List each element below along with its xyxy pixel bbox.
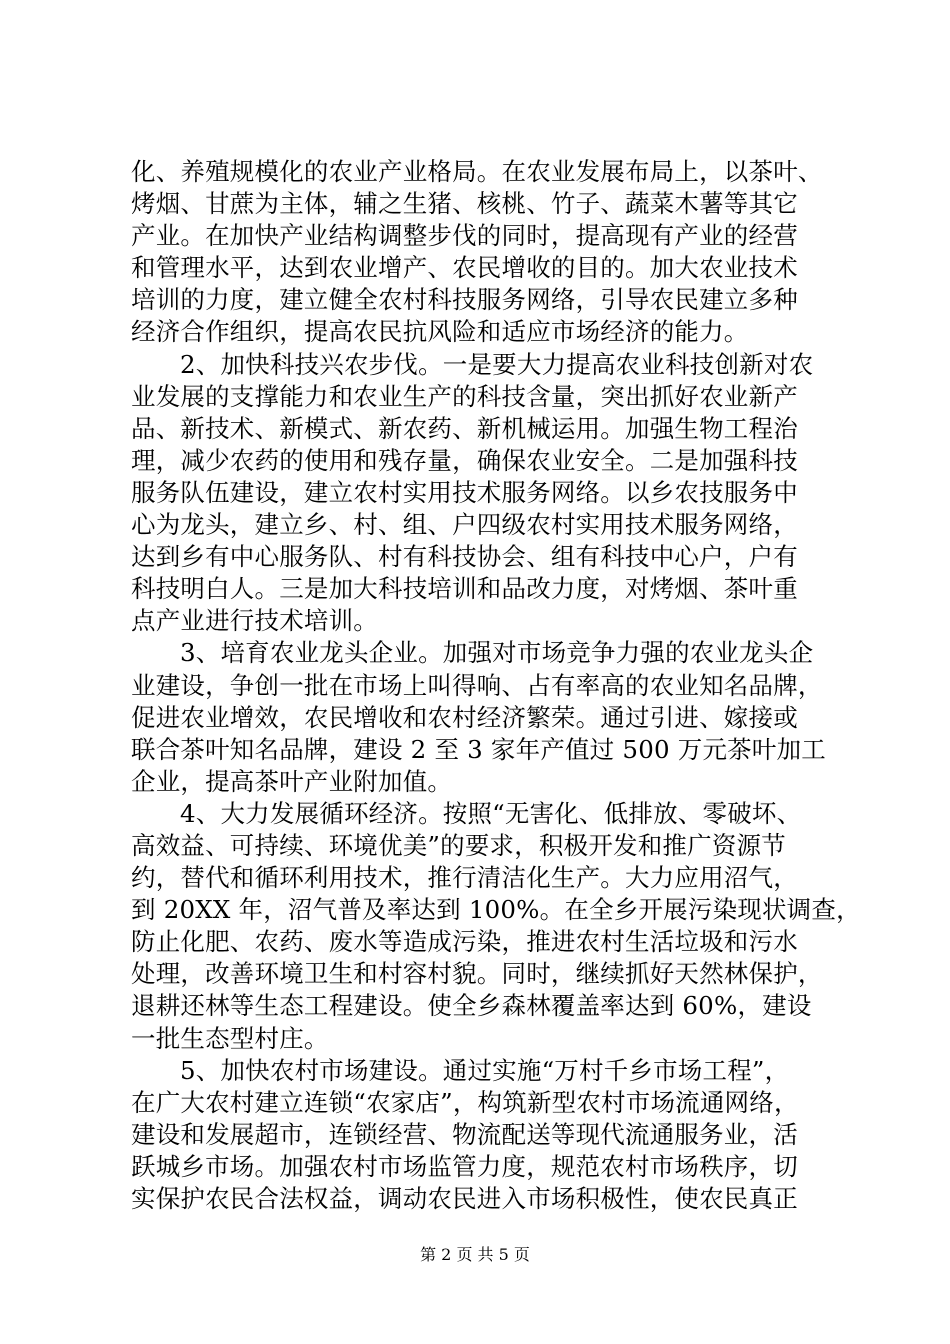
text-line: 2、加快科技兴农步伐。一是要大力提高农业科技创新对农 bbox=[180, 349, 814, 379]
text-line: 一批生态型村庄。 bbox=[131, 1023, 329, 1053]
text-line: 到 20XX 年，沼气普及率达到 100%。在全乡开展污染现状调查， bbox=[131, 895, 861, 925]
text-line: 处理，改善环境卫生和村容村貌。同时，继续抓好天然林保护， bbox=[131, 959, 823, 989]
text-line: 约，替代和循环利用技术，推行清洁化生产。大力应用沼气， bbox=[131, 863, 798, 893]
text-line: 建设和发展超市，连锁经营、物流配送等现代流通服务业，活 bbox=[131, 1119, 798, 1149]
text-line: 在广大农村建立连锁“农家店”，构筑新型农村市场流通网络， bbox=[131, 1087, 799, 1117]
text-line: 和管理水平，达到农业增产、农民增收的目的。加大农业技术 bbox=[131, 253, 798, 283]
text-line: 4、大力发展循环经济。按照“无害化、低排放、零破坏、 bbox=[180, 798, 802, 828]
text-line: 经济合作组织，提高农民抗风险和适应市场经济的能力。 bbox=[131, 317, 749, 347]
page-footer: 第 2 页 共 5 页 bbox=[420, 1245, 530, 1264]
text-line: 科技明白人。三是加大科技培训和品改力度，对烤烟、茶叶重 bbox=[131, 574, 798, 604]
text-line: 服务队伍建设，建立农村实用技术服务网络。以乡农技服务中 bbox=[131, 477, 798, 507]
text-line: 业发展的支撑能力和农业生产的科技含量，突出抓好农业新产 bbox=[131, 381, 798, 411]
text-line: 业建设，争创一批在市场上叫得响、占有率高的农业知名品牌， bbox=[131, 670, 823, 700]
text-line: 心为龙头，建立乡、村、组、户四级农村实用技术服务网络， bbox=[131, 510, 798, 540]
text-line: 退耕还林等生态工程建设。使全乡森林覆盖率达到 60%，建设 bbox=[131, 991, 812, 1021]
text-line: 企业，提高茶叶产业附加值。 bbox=[131, 766, 453, 796]
body-text bbox=[131, 156, 861, 1215]
text-line: 联合茶叶知名品牌，建设 2 至 3 家年产值过 500 万元茶叶加工 bbox=[131, 734, 826, 764]
text-line: 产业。在加快产业结构调整步伐的同时，提高现有产业的经营 bbox=[131, 221, 798, 251]
text-line: 达到乡有中心服务队、村有科技协会、组有科技中心户，户有 bbox=[131, 542, 798, 572]
text-line: 3、培育农业龙头企业。加强对市场竞争力强的农业龙头企 bbox=[180, 638, 814, 668]
text-line: 高效益、可持续、环境优美”的要求，积极开发和推广资源节 bbox=[131, 830, 786, 860]
text-line: 化、养殖规模化的农业产业格局。在农业发展布局上，以茶叶、 bbox=[131, 157, 823, 186]
text-line: 品、新技术、新模式、新农药、新机械运用。加强生物工程治 bbox=[131, 413, 798, 443]
text-line: 烤烟、甘蔗为主体，辅之生猪、核桃、竹子、蔬菜木薯等其它 bbox=[131, 189, 798, 219]
text-line: 促进农业增效，农民增收和农村经济繁荣。通过引进、嫁接或 bbox=[131, 702, 798, 732]
text-line: 点产业进行技术培训。 bbox=[131, 606, 378, 636]
text-line: 防止化肥、农药、废水等造成污染，推进农村生活垃圾和污水 bbox=[131, 927, 798, 957]
text-line: 理，减少农药的使用和残存量，确保农业安全。二是加强科技 bbox=[131, 445, 798, 475]
text-line: 5、加快农村市场建设。通过实施“万村千乡市场工程”， bbox=[180, 1055, 790, 1085]
text-line: 跃城乡市场。加强农村市场监管力度，规范农村市场秩序，切 bbox=[131, 1151, 798, 1181]
text-line: 培训的力度，建立健全农村科技服务网络，引导农民建立多种 bbox=[131, 285, 798, 315]
text-line: 实保护农民合法权益，调动农民进入市场积极性，使农民真正 bbox=[131, 1184, 798, 1213]
